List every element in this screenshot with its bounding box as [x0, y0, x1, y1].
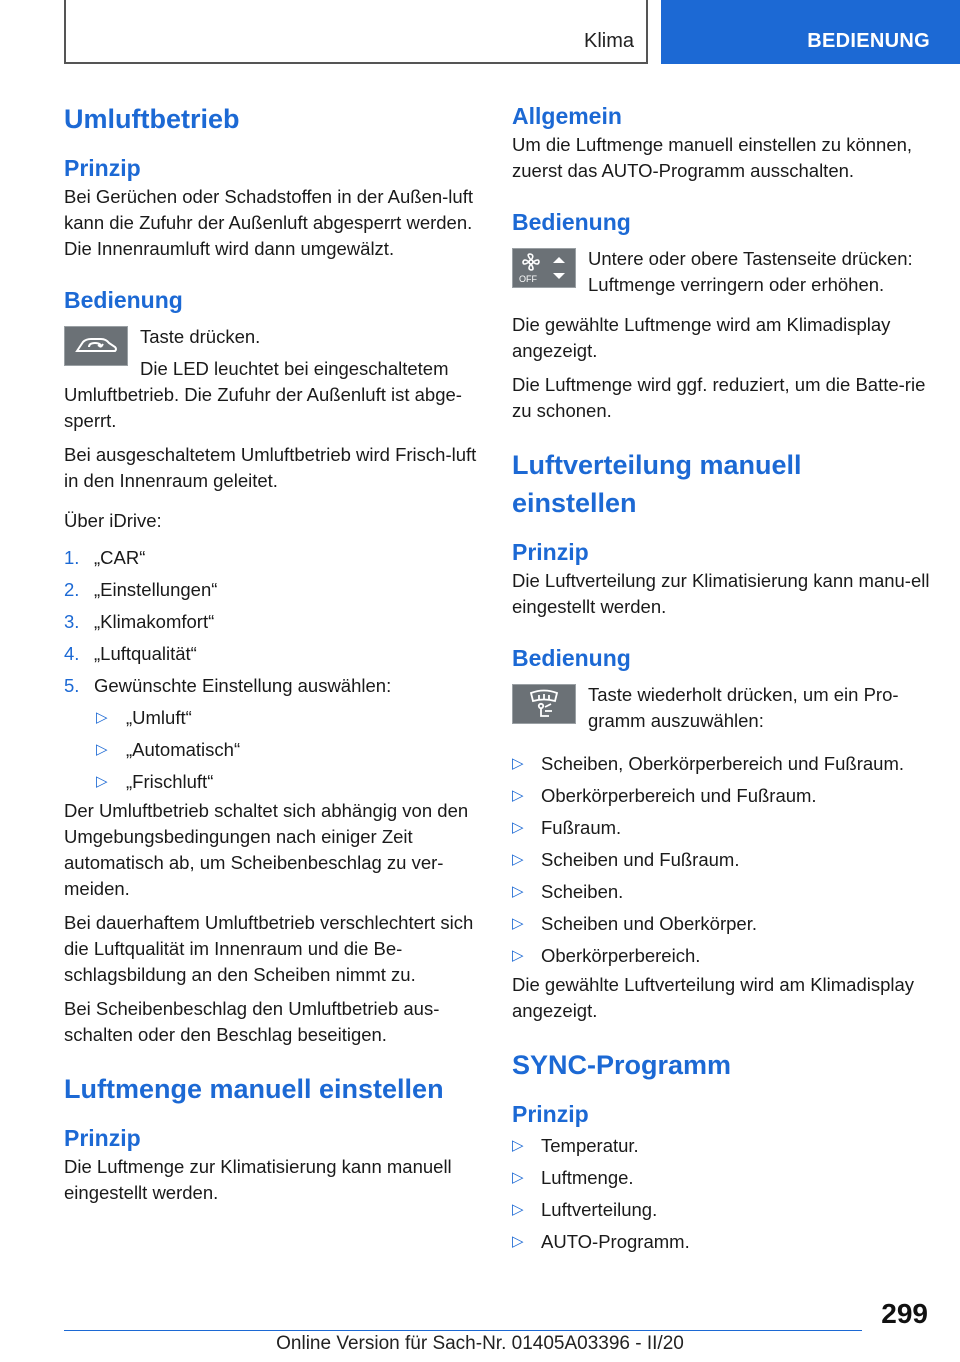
page-number: 299 — [881, 1298, 928, 1329]
list-item: ▷ Luftmenge. — [512, 1162, 930, 1194]
list-item: ▷ „Frischluft“ — [64, 766, 478, 798]
distribution-programs — [512, 748, 930, 972]
paragraph-tastenseite: Untere oder obere Tastenseite drücken: Luftmenge verringern oder erhöhen. — [588, 248, 913, 295]
heading-prinzip: Prinzip — [512, 1101, 589, 1127]
paragraph-wiederholt: Taste wiederholt drücken, um ein Pro-gramm auszuwählen: — [588, 684, 899, 731]
footer-online-version: Online Version für Sach-Nr. 01405A03396 - II/20 — [276, 1333, 684, 1354]
fan-rocker-button-icon — [512, 248, 576, 288]
recirculation-instruction — [64, 324, 478, 382]
air-distribution-button-icon — [512, 684, 576, 724]
paragraph-luftverteilung: Die Luftverteilung zur Klimatisierung kann manu-ell eingestellt werden. — [512, 570, 930, 617]
heading-luftmenge: Luftmenge manuell einstellen — [64, 1074, 444, 1104]
left-column — [64, 100, 478, 1206]
paragraph-luftmenge: Die Luftmenge zur Klimatisierung kann manuell eingestellt werden. — [64, 1156, 452, 1203]
bullet-triangle-icon: ▷ — [512, 755, 524, 772]
list-item: ▷ Scheiben. — [512, 876, 930, 908]
paragraph-prinzip: Bei Gerüchen oder Schadstoffen in der Außen-luft kann die Zufuhr der Außenluft abgesperrt werden. Die Innenraumluft wird dann umgewälzt. — [64, 186, 473, 259]
list-item: 3. „Klimakomfort“ — [64, 611, 215, 632]
sync-items — [512, 1130, 930, 1258]
bullet-triangle-icon: ▷ — [512, 947, 524, 964]
list-item: ▷ Scheiben, Oberkörperbereich und Fußraum. — [512, 748, 930, 780]
heading-prinzip: Prinzip — [64, 155, 141, 181]
header-chapter-box — [64, 0, 648, 64]
bullet-triangle-icon: ▷ — [512, 915, 524, 932]
list-item: ▷ „Automatisch“ — [64, 734, 478, 766]
paragraph-dauerhaft: Bei dauerhaftem Umluftbetrieb verschlechtert sich die Luftqualität im Innenraum und die Be-schlagsbildung an den Scheiben nimmt zu. — [64, 912, 474, 985]
bullet-triangle-icon: ▷ — [96, 773, 108, 790]
heading-bedienung: Bedienung — [512, 645, 631, 671]
heading-allgemein: Allgemein — [512, 103, 622, 129]
paragraph-led-start: Die LED leuchtet bei eingeschaltetem — [140, 358, 449, 379]
paragraph-frischluft: Bei ausgeschaltetem Umluftbetrieb wird Frisch-luft in den Innenraum geleitet. — [64, 444, 477, 491]
heading-prinzip: Prinzip — [512, 539, 589, 565]
bullet-triangle-icon: ▷ — [512, 883, 524, 900]
heading-bedienung: Bedienung — [64, 287, 183, 313]
bullet-triangle-icon: ▷ — [96, 741, 108, 758]
list-item: ▷ „Umluft“ — [64, 702, 478, 734]
paragraph-auto-off: Der Umluftbetrieb schaltet sich abhängig von den Umgebungsbedingungen nach einiger Zeit automatisch ab, um Scheibenbeschlag zu ver-meiden. — [64, 800, 469, 899]
recirculation-button-icon — [64, 326, 128, 366]
bullet-triangle-icon: ▷ — [512, 851, 524, 868]
heading-prinzip: Prinzip — [64, 1125, 141, 1151]
paragraph-display-verteilung: Die gewählte Luftverteilung wird am Klimadisplay angezeigt. — [512, 974, 915, 1021]
paragraph-display-luftmenge: Die gewählte Luftmenge wird am Klimadisplay angezeigt. — [512, 314, 891, 361]
list-item: 5. Gewünschte Einstellung auswählen: — [64, 675, 392, 696]
fan-off-label: OFF — [519, 274, 537, 284]
distribution-instruction — [512, 682, 930, 734]
heading-sync: SYNC-Programm — [512, 1050, 732, 1080]
bullet-triangle-icon: ▷ — [512, 1233, 524, 1250]
bullet-triangle-icon: ▷ — [512, 787, 524, 804]
bullet-triangle-icon: ▷ — [512, 1169, 524, 1186]
bullet-triangle-icon: ▷ — [96, 709, 108, 726]
list-item: ▷ Oberkörperbereich. — [512, 940, 930, 972]
fan-instruction — [512, 246, 930, 298]
paragraph-idrive: Über iDrive: — [64, 510, 162, 531]
heading-bedienung: Bedienung — [512, 209, 631, 235]
chapter-title: Klima — [583, 30, 634, 52]
list-item: ▷ Scheiben und Fußraum. — [512, 844, 930, 876]
list-item: ▷ Fußraum. — [512, 812, 930, 844]
heading-umluftbetrieb: Umluftbetrieb — [64, 104, 240, 134]
list-item: ▷ AUTO-Programm. — [512, 1226, 930, 1258]
paragraph-allgemein: Um die Luftmenge manuell einstellen zu können, zuerst das AUTO-Programm ausschalten. — [512, 134, 913, 181]
list-item: ▷ Scheiben und Oberkörper. — [512, 908, 930, 940]
paragraph-taste: Taste drücken. — [140, 326, 261, 347]
list-item: 2. „Einstellungen“ — [64, 579, 218, 600]
section-tab — [661, 0, 960, 64]
footer-divider — [64, 1330, 862, 1331]
idrive-steps — [64, 542, 478, 702]
paragraph-batterie: Die Luftmenge wird ggf. reduziert, um die Batte-rie zu schonen. — [512, 374, 926, 421]
list-item: 1. „CAR“ — [64, 547, 146, 568]
bullet-triangle-icon: ▷ — [512, 1137, 524, 1154]
bullet-triangle-icon: ▷ — [512, 819, 524, 836]
bullet-triangle-icon: ▷ — [512, 1201, 524, 1218]
right-column — [512, 100, 930, 1258]
paragraph-beschlag: Bei Scheibenbeschlag den Umluftbetrieb aus-schalten oder den Beschlag beseitigen. — [64, 998, 440, 1045]
section-title: BEDIENUNG — [807, 30, 930, 52]
recirculation-options — [64, 702, 478, 798]
list-item: 4. „Luftqualität“ — [64, 643, 197, 664]
paragraph-led-continued: Umluftbetrieb. Die Zufuhr der Außenluft ist abge-sperrt. — [64, 384, 462, 431]
list-item: ▷ Oberkörperbereich und Fußraum. — [512, 780, 930, 812]
list-item: ▷ Luftverteilung. — [512, 1194, 930, 1226]
list-item: ▷ Temperatur. — [512, 1130, 930, 1162]
heading-luftverteilung: Luftverteilung manuell einstellen — [512, 450, 802, 518]
